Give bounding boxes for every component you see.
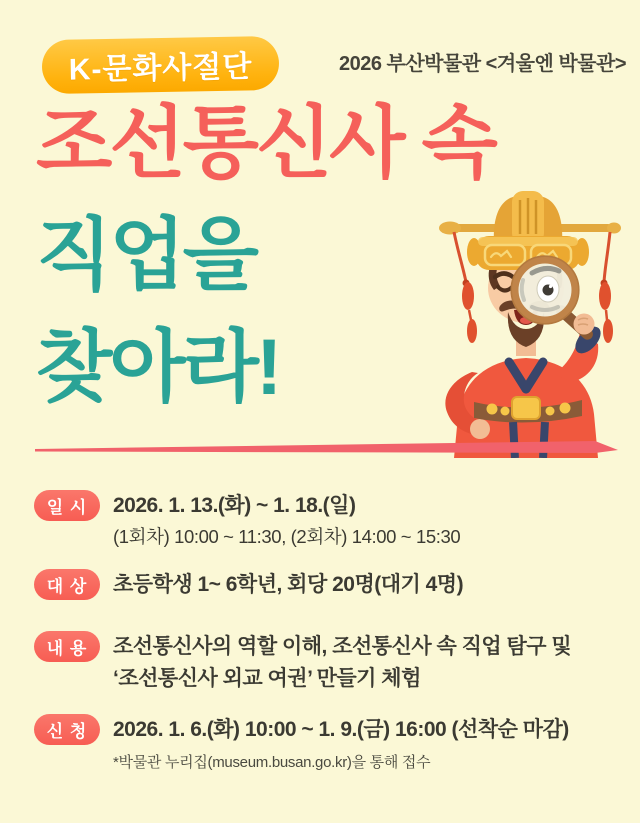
headline-line-2: 직업을 xyxy=(36,210,256,299)
k-culture-badge-label: K-문화사절단 xyxy=(68,50,253,87)
coral-divider-line xyxy=(0,436,640,460)
apply-pill-label: 신 청 xyxy=(46,722,88,741)
target-pill-label: 대 상 xyxy=(46,577,88,596)
section-target xyxy=(34,569,463,600)
section-date xyxy=(34,490,460,550)
date-range-text: 2026. 1. 13.(화) ~ 1. 18.(일) xyxy=(113,494,356,517)
content-pill-label: 내 용 xyxy=(46,639,88,658)
target-audience-text: 초등학생 1~ 6학년, 회당 20명(대기 4명) xyxy=(113,573,464,596)
date-pill-label: 일 시 xyxy=(46,498,88,517)
apply-period-text: 2026. 1. 6.(화) 10:00 ~ 1. 9.(금) 16:00 (선착순 마감) xyxy=(113,718,569,741)
headline-line-1: 조선통신사 속 xyxy=(36,98,495,187)
section-content xyxy=(34,631,571,693)
target-pill-badge xyxy=(34,569,100,600)
apply-pill-badge xyxy=(34,714,100,745)
content-pill-badge xyxy=(34,631,100,662)
k-culture-badge xyxy=(42,36,280,94)
apply-method-note: *박물관 누리집(museum.busan.go.kr)을 통해 접수 xyxy=(113,754,431,771)
section-apply xyxy=(34,714,569,773)
right-tassel-icon xyxy=(599,232,613,343)
headline-line-3: 찾아라! xyxy=(36,322,280,411)
session-times-text: (1회차) 10:00 ~ 11:30, (2회차) 14:00 ~ 15:30 xyxy=(113,526,461,547)
program-content-text-1: 조선통신사의 역할 이해, 조선통신사 속 직업 탐구 및 xyxy=(113,635,572,658)
joseon-envoy-illustration xyxy=(408,182,640,458)
museum-edition-label: 2026 부산박물관 <겨울엔 박물관> xyxy=(338,53,626,75)
program-content-text-2: ‘조선통신사 외교 여권’ 만들기 체험 xyxy=(113,667,421,690)
date-pill-badge xyxy=(34,490,100,521)
